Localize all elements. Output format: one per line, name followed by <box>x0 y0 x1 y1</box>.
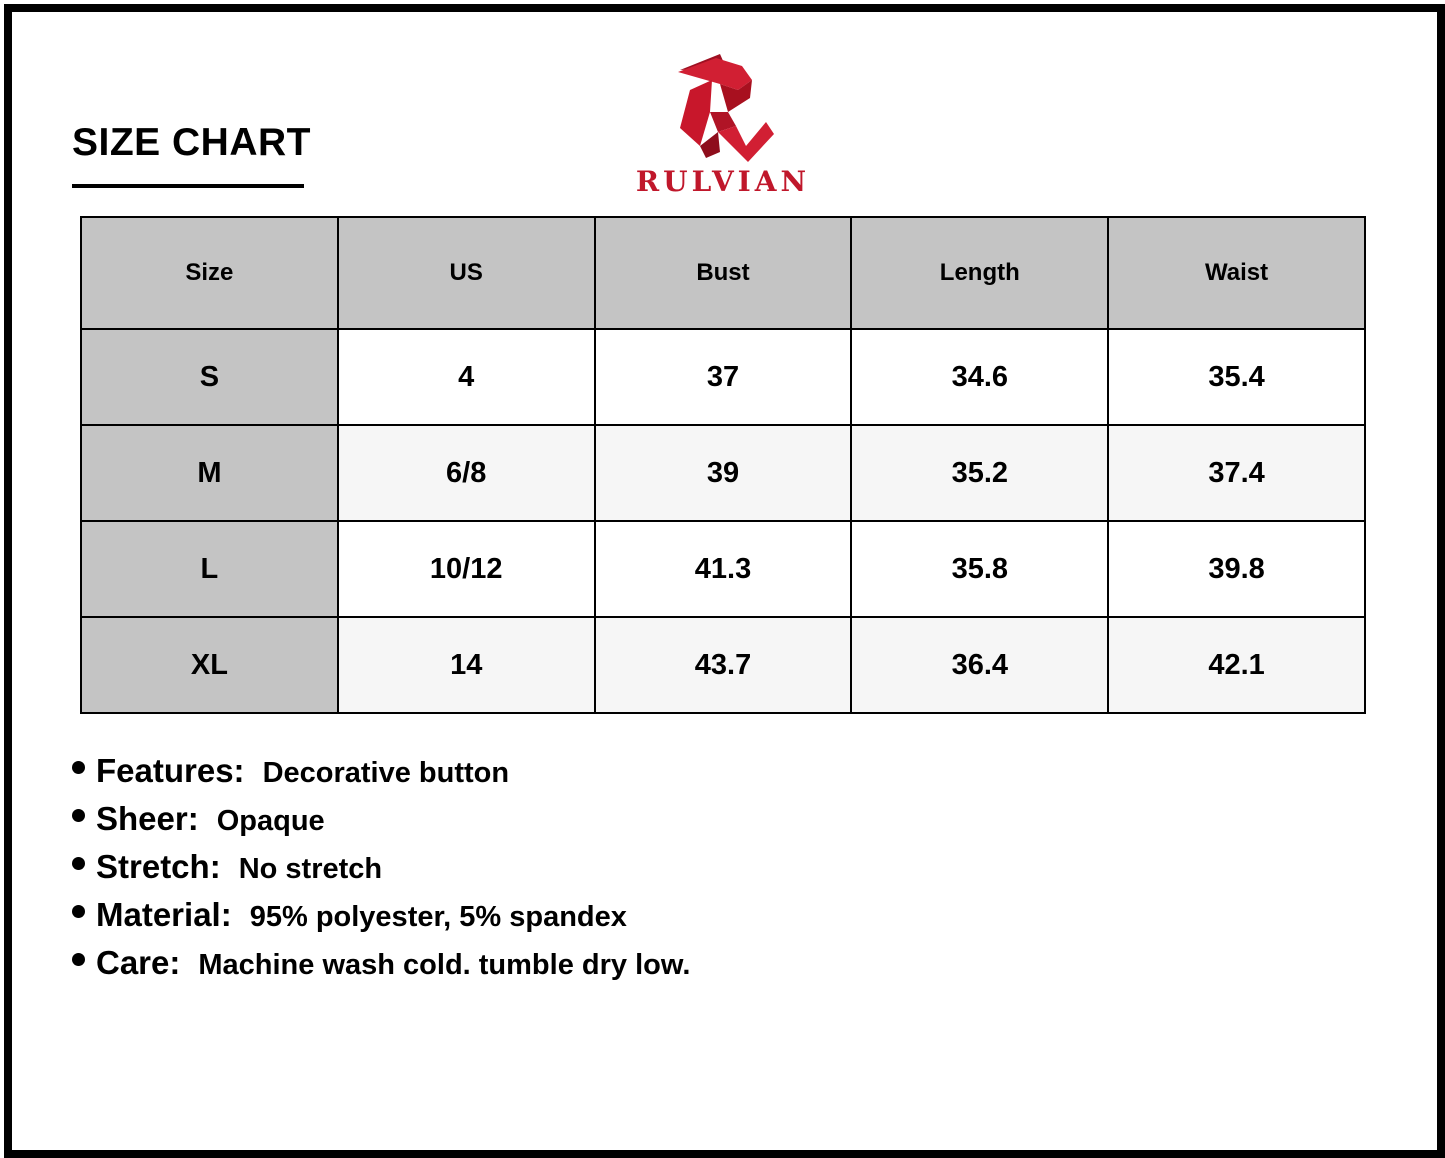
spec-item-care <box>72 944 690 992</box>
size-cell: S <box>81 329 338 425</box>
spec-label: Sheer: <box>96 800 199 837</box>
table-row <box>81 521 1365 617</box>
spec-item-stretch <box>72 848 690 896</box>
waist-cell: 37.4 <box>1108 425 1365 521</box>
waist-cell: 39.8 <box>1108 521 1365 617</box>
us-cell: 14 <box>338 617 595 713</box>
length-cell: 36.4 <box>851 617 1108 713</box>
spec-label: Stretch: <box>96 848 221 885</box>
column-header-us: US <box>338 217 595 329</box>
spec-value: No stretch <box>238 853 383 885</box>
bullet-icon <box>72 905 85 918</box>
column-header-waist: Waist <box>1108 217 1365 329</box>
spec-item-features <box>72 752 690 800</box>
bullet-icon <box>72 809 85 822</box>
column-header-length: Length <box>851 217 1108 329</box>
size-cell: M <box>81 425 338 521</box>
bullet-icon <box>72 857 85 870</box>
column-header-size: Size <box>81 217 338 329</box>
length-cell: 34.6 <box>851 329 1108 425</box>
table-row <box>81 329 1365 425</box>
us-cell: 10/12 <box>338 521 595 617</box>
table-row <box>81 617 1365 713</box>
bust-cell: 39 <box>595 425 852 521</box>
spec-label: Material: <box>96 896 232 933</box>
spec-label: Care: <box>96 944 181 981</box>
title-underline <box>72 184 304 188</box>
table-header-row <box>81 217 1365 329</box>
brand-name: RULVIAN <box>635 165 811 198</box>
size-table <box>80 216 1366 714</box>
size-cell: L <box>81 521 338 617</box>
waist-cell: 42.1 <box>1108 617 1365 713</box>
spec-label: Features: <box>96 752 245 789</box>
spec-value: Decorative button <box>262 757 510 789</box>
page-title: SIZE CHART <box>72 121 311 164</box>
length-cell: 35.8 <box>851 521 1108 617</box>
spec-value: Machine wash cold. tumble dry low. <box>198 949 691 981</box>
us-cell: 6/8 <box>338 425 595 521</box>
size-cell: XL <box>81 617 338 713</box>
spec-list <box>72 752 690 992</box>
bust-cell: 37 <box>595 329 852 425</box>
bullet-icon <box>72 953 85 966</box>
waist-cell: 35.4 <box>1108 329 1365 425</box>
bust-cell: 41.3 <box>595 521 852 617</box>
spec-item-sheer <box>72 800 690 848</box>
spec-item-material <box>72 896 690 944</box>
spec-value: Opaque <box>216 805 325 837</box>
column-header-bust: Bust <box>595 217 852 329</box>
table-row <box>81 425 1365 521</box>
us-cell: 4 <box>338 329 595 425</box>
bullet-icon <box>72 761 85 774</box>
length-cell: 35.2 <box>851 425 1108 521</box>
spec-value: 95% polyester, 5% spandex <box>249 901 627 933</box>
bust-cell: 43.7 <box>595 617 852 713</box>
